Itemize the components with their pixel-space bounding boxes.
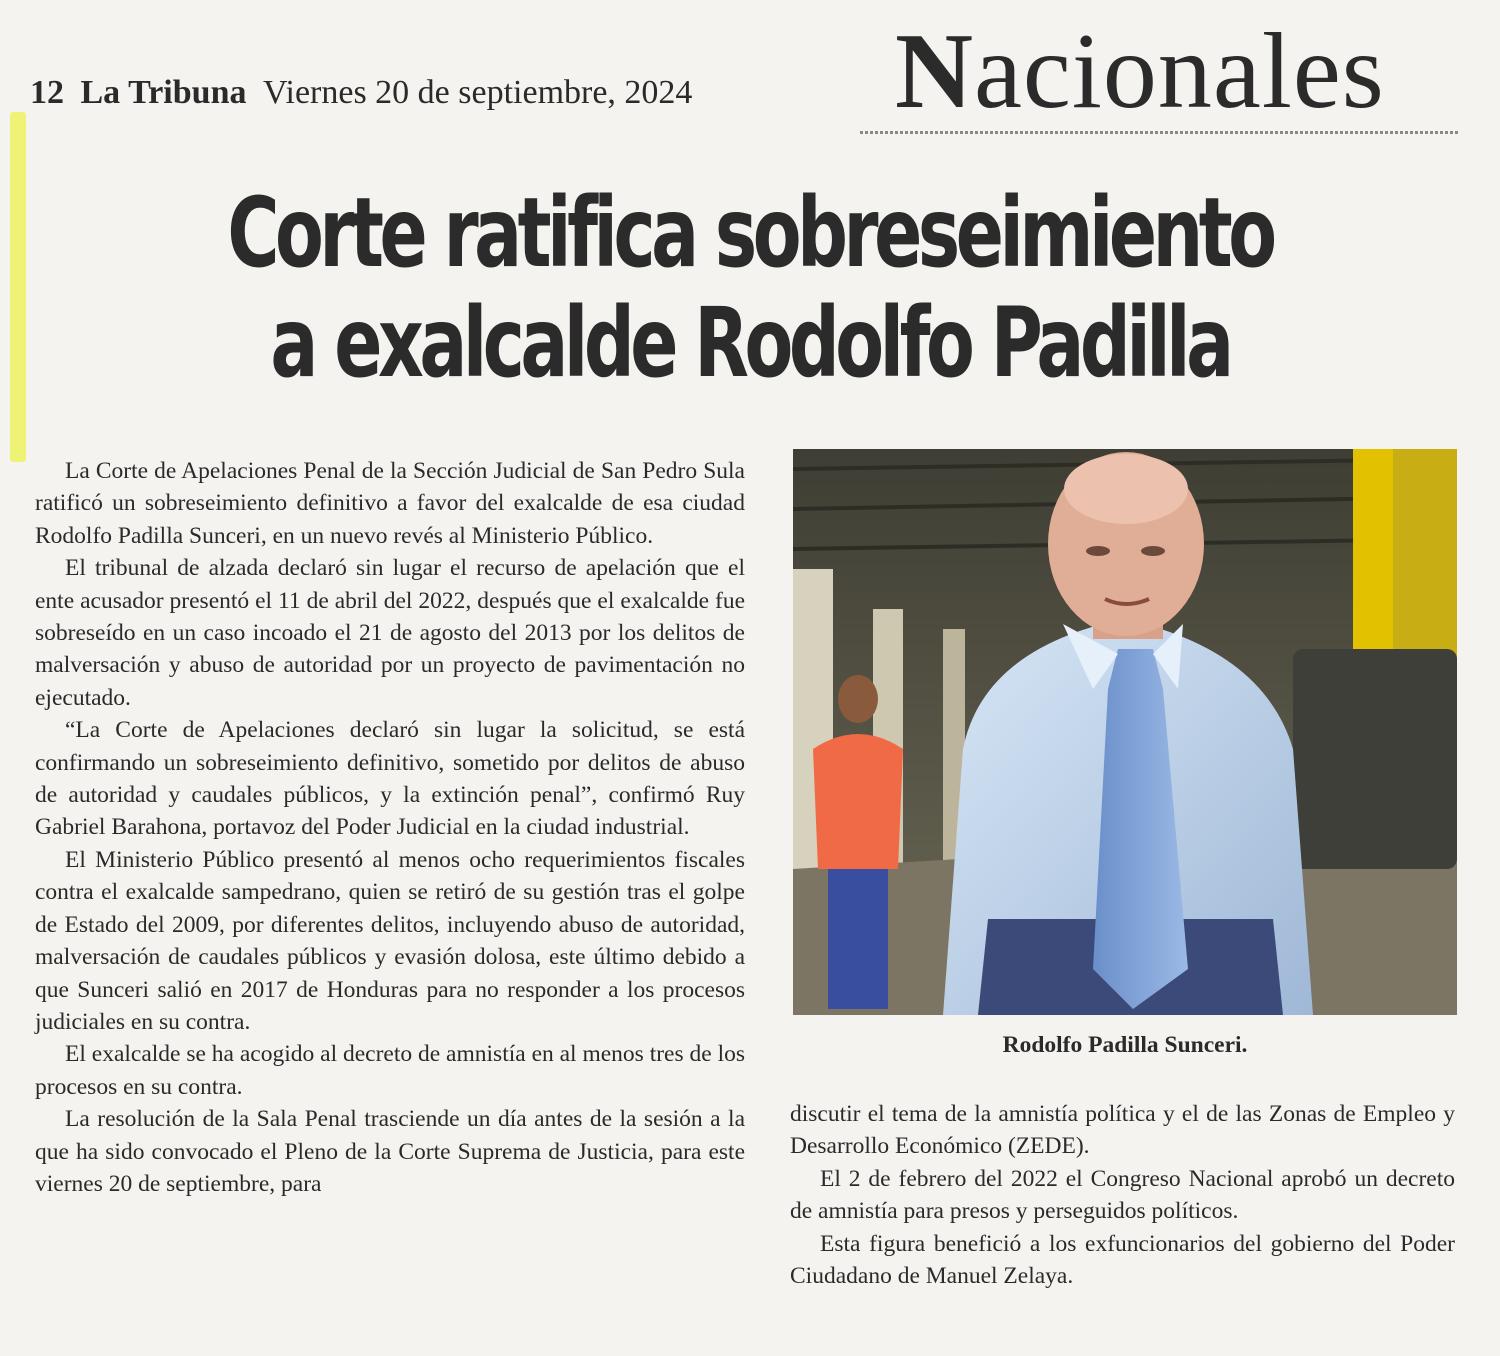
photo-caption: Rodolfo Padilla Sunceri. [1002, 1032, 1248, 1058]
newspaper-name: La Tribuna [80, 74, 247, 111]
photo-illustration [793, 449, 1457, 1015]
section-title [895, 12, 1385, 131]
paragraph: “La Corte de Apelaciones declaró sin lugar la solicitud, se está confirmando un sobreseimiento definitivo, sometido por delitos de abuso de autoridad y caudales públicos, y la extinción penal”, confirmó Ruy Gabriel Barahona, portavoz del Poder Judicial en la ciudad industrial. [35, 717, 745, 841]
page-number: 12 [30, 74, 64, 111]
section-title-rest: acionales [974, 12, 1385, 131]
paragraph: La Corte de Apelaciones Penal de la Sección Judicial de San Pedro Sula ratificó un sobreseimiento definitivo a favor del exalcalde de esa ciudad Rodolfo Padilla Sunceri, en un nuevo revés al Ministerio Público. [35, 458, 745, 549]
paragraph: La resolución de la Sala Penal trasciende un día antes de la sesión a la que ha sido convocado el Pleno de la Corte Suprema de Justicia, para este viernes 20 de septiembre, para [35, 1106, 745, 1197]
section-divider [860, 131, 1460, 134]
headline-line-2: a exalcalde Rodolfo Padilla [270, 287, 1230, 399]
headline-line-1: Corte ratifica sobreseimiento [227, 177, 1273, 289]
page-header [30, 74, 692, 112]
paragraph: El exalcalde se ha acogido al decreto de amnistía en al menos tres de los procesos en su contra. [35, 1041, 745, 1100]
paragraph: discutir el tema de la amnistía política y el de las Zonas de Empleo y Desarrollo Económico (ZEDE). [790, 1101, 1455, 1160]
issue-date: Viernes 20 de septiembre, 2024 [262, 74, 693, 111]
paragraph: Esta figura benefició a los exfuncionarios del gobierno del Poder Ciudadano de Manuel Zelaya. [790, 1230, 1455, 1290]
paragraph: El Ministerio Público presentó al menos ocho requerimientos fiscales contra el exalcalde sampedrano, quien se retiró de su gestión tras el golpe de Estado del 2009, por diferentes delitos, incluyendo abuso de autoridad, malversación de caudales públicos y evasión dolosa, este último debido a que Sunceri salió en 2017 de Honduras para no responder a los procesos judiciales en su contra. [35, 846, 745, 1035]
paragraph: El tribunal de alzada declaró sin lugar el recurso de apelación que el ente acusador presentó el 11 de abril del 2022, después que el exalcalde fue sobreseído en un caso incoado el 21 de agosto del 2013 por los delitos de malversación y abuso de autoridad por un proyecto de pavimentación no ejecutado. [35, 555, 745, 711]
article-column-left [35, 455, 745, 1200]
article-photo [793, 449, 1457, 1015]
article-headline [225, 178, 1276, 398]
article-column-right [790, 1098, 1455, 1292]
section-title-initial: N [895, 12, 974, 131]
highlighter-mark [10, 112, 26, 462]
paragraph: El 2 de febrero del 2022 el Congreso Nacional aprobó un decreto de amnistía para presos y perseguidos políticos. [790, 1165, 1455, 1225]
